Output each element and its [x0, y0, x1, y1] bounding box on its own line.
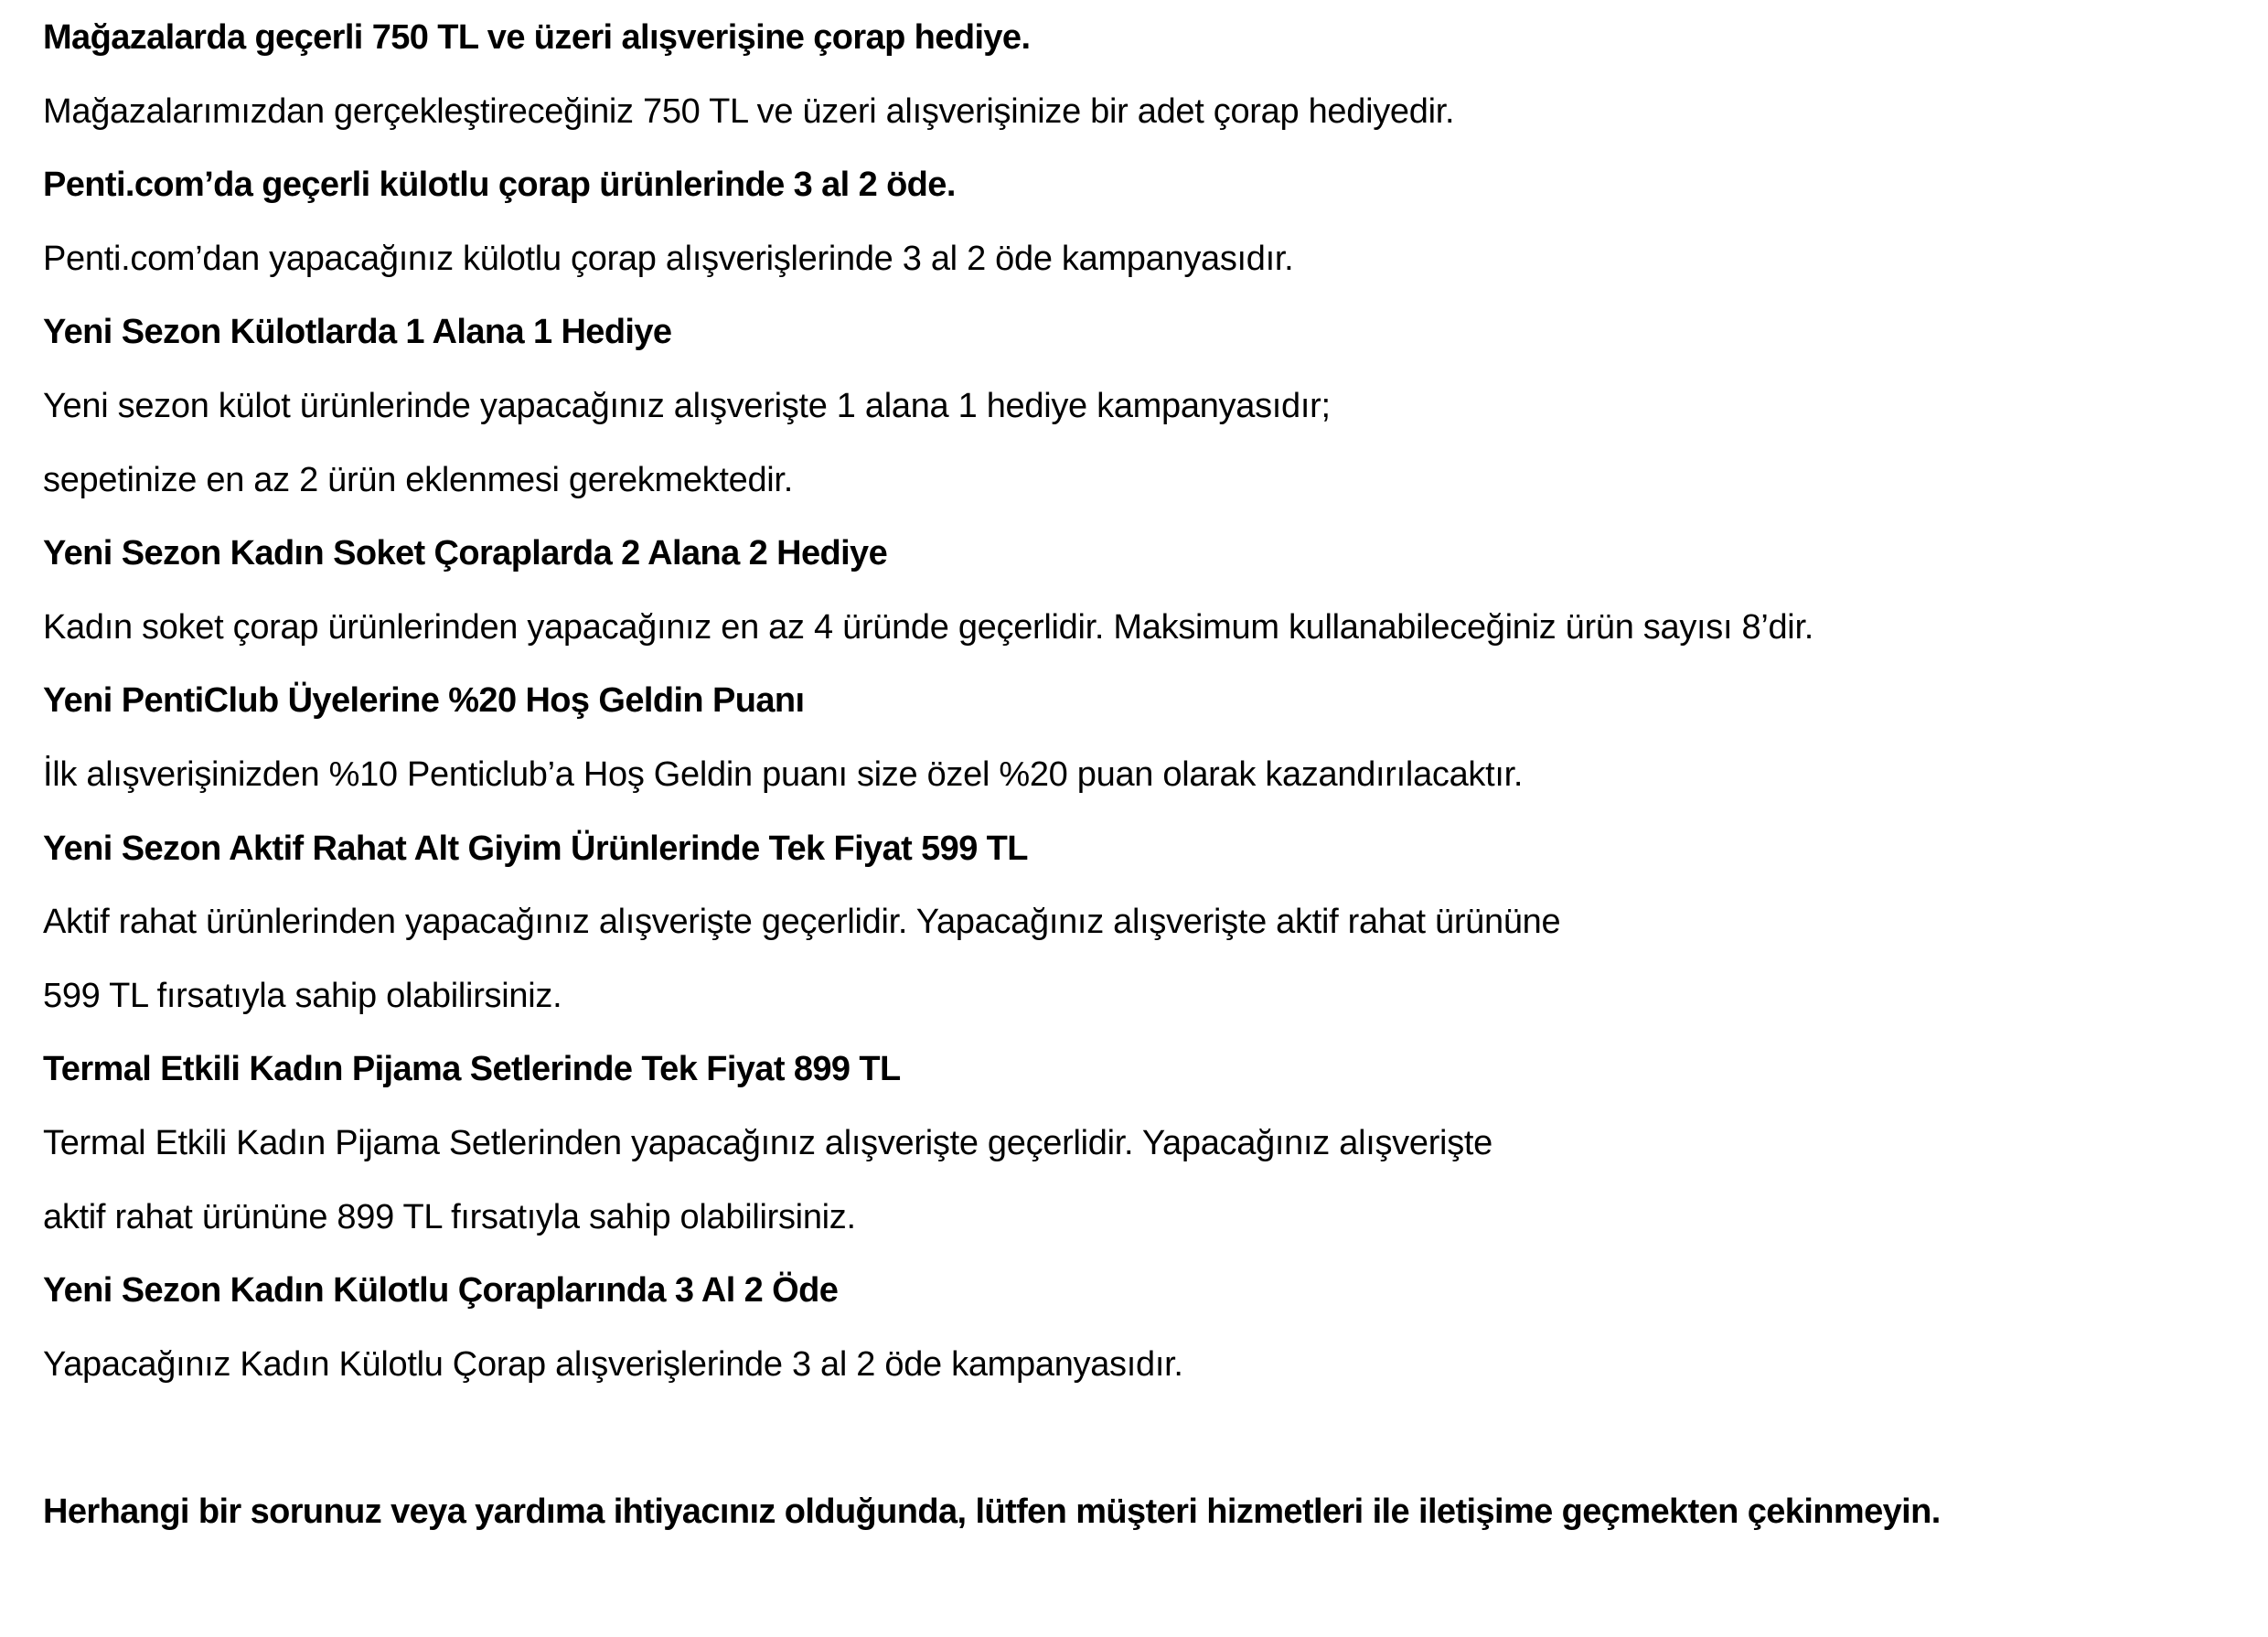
campaign-description: Kadın soket çorap ürünlerinden yapacağınız en az 4 üründe geçerlidir. Maksimum kullanabileceğiniz ürün sayısı 8’dir.	[43, 607, 1813, 647]
campaign-list	[43, 13, 2238, 1560]
campaign-title: Mağazalarda geçerli 750 TL ve üzeri alışverişine çorap hediye.	[43, 18, 1031, 57]
campaign-description: 599 TL fırsatıyla sahip olabilirsiniz.	[43, 976, 562, 1015]
campaign-description: Termal Etkili Kadın Pijama Setlerinden yapacağınız alışverişte geçerlidir. Yapacağınız alışverişte	[43, 1123, 1492, 1162]
campaign-title: Termal Etkili Kadın Pijama Setlerinde Tek Fiyat 899 TL	[43, 1050, 901, 1089]
campaign-description: İlk alışverişinizden %10 Penticlub’a Hoş Geldin puanı size özel %20 puan olarak kazandırılacaktır.	[43, 754, 1524, 794]
campaign-description: sepetinize en az 2 ürün eklenmesi gerekmektedir.	[43, 460, 793, 499]
campaign-description: Yeni sezon külot ürünlerinde yapacağınız alışverişte 1 alana 1 hediye kampanyasıdır;	[43, 386, 1331, 425]
campaign-item	[43, 1044, 2238, 1266]
campaign-item	[43, 307, 2238, 529]
campaign-title: Yeni Sezon Kadın Soket Çoraplarda 2 Alana 2 Hediye	[43, 534, 888, 573]
campaign-item	[43, 676, 2238, 823]
campaign-description: Aktif rahat ürünlerinden yapacağınız alışverişte geçerlidir. Yapacağınız alışverişte aktif rahat ürününe	[43, 903, 1561, 942]
campaign-title: Yeni Sezon Kadın Külotlu Çoraplarında 3 Al 2 Öde	[43, 1271, 839, 1311]
section-spacer	[43, 1413, 2238, 1487]
campaign-item	[43, 824, 2238, 1045]
campaign-item	[43, 529, 2238, 676]
campaign-title: Penti.com’da geçerli külotlu çorap ürünlerinde 3 al 2 öde.	[43, 166, 956, 205]
campaign-title: Yeni Sezon Aktif Rahat Alt Giyim Ürünlerinde Tek Fiyat 599 TL	[43, 829, 1028, 868]
campaign-item	[43, 160, 2238, 307]
campaign-description: Penti.com’dan yapacağınız külotlu çorap alışverişlerinde 3 al 2 öde kampanyasıdır.	[43, 239, 1294, 278]
campaign-title: Yeni PentiClub Üyelerine %20 Hoş Geldin Puanı	[43, 681, 805, 721]
campaign-description: aktif rahat ürününe 899 TL fırsatıyla sahip olabilirsiniz.	[43, 1197, 856, 1236]
campaign-item	[43, 13, 2238, 160]
campaign-description: Yapacağınız Kadın Külotlu Çorap alışverişlerinde 3 al 2 öde kampanyasıdır.	[43, 1344, 1183, 1384]
campaign-description: Mağazalarımızdan gerçekleştireceğiniz 750 TL ve üzeri alışverişinize bir adet çorap hediyedir.	[43, 91, 1455, 131]
campaign-title: Yeni Sezon Külotlarda 1 Alana 1 Hediye	[43, 313, 672, 352]
customer-service-note: Herhangi bir sorunuz veya yardıma ihtiyacınız olduğunda, lütfen müşteri hizmetleri ile iletişime geçmekten çekinmeyin.	[43, 1492, 1941, 1531]
campaign-item	[43, 1266, 2238, 1413]
